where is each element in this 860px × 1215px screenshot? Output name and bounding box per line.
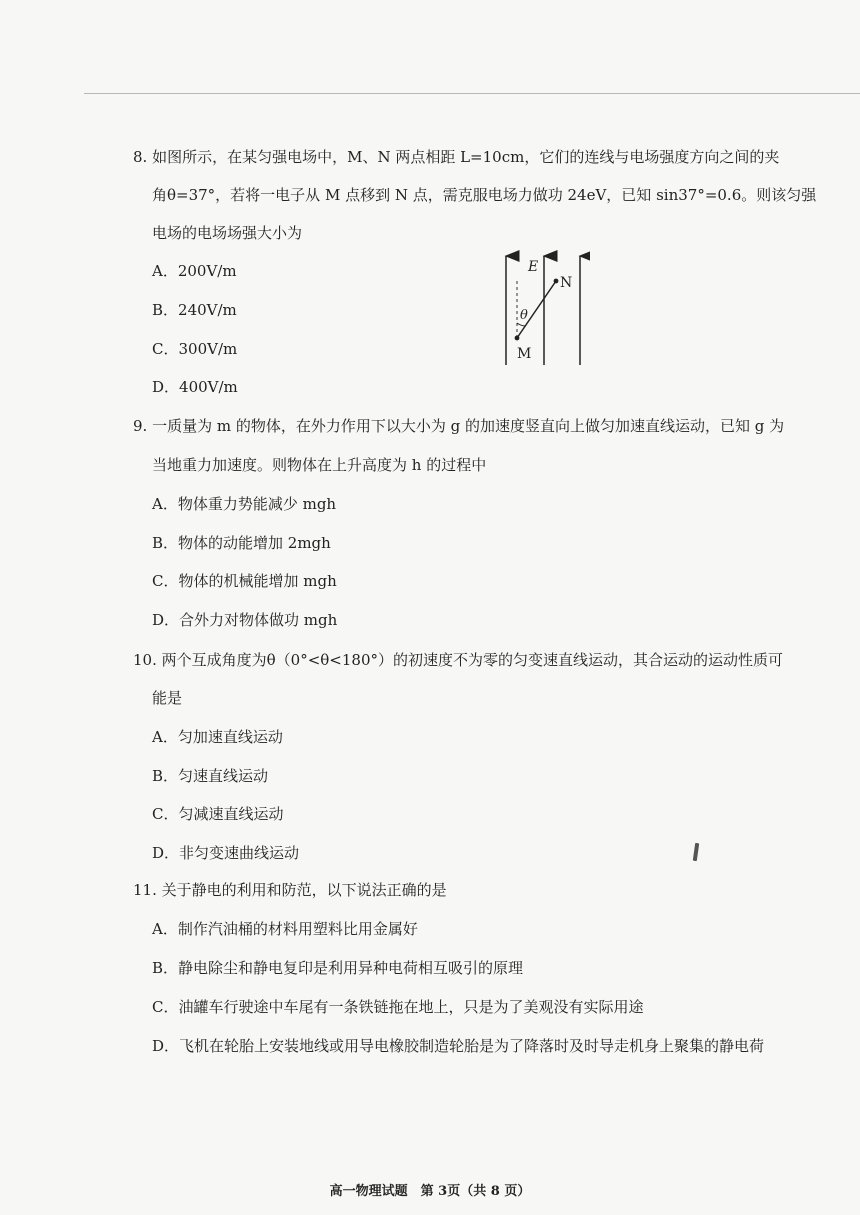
angle-theta-label: θ [520,308,528,323]
q8-option-d: D．400V/m [152,378,238,396]
page-footer: 高一物理试题 第 3页（共 8 页） [329,1184,531,1199]
header-rule [84,93,860,94]
electric-field-figure [490,250,590,370]
q11-option-c: C．油罐车行驶途中车尾有一条铁链拖在地上，只是为了美观没有实际用途 [152,998,644,1016]
q8-stem-line-3: 电场的电场场强大小为 [152,224,303,242]
q9-option-b: B．物体的动能增加 2mgh [152,534,331,552]
q8-option-a: A．200V/m [152,262,237,280]
scan-speck [693,843,699,861]
q9-option-c: C．物体的机械能增加 mgh [152,572,337,590]
point-m-dot [515,336,520,341]
q10-option-d: D．非匀变速曲线运动 [152,844,300,862]
angle-arc [517,323,525,326]
q10-stem-line-2: 能是 [152,689,183,707]
q9-stem-line-2: 当地重力加速度。则物体在上升高度为 h 的过程中 [152,456,487,474]
q8-option-c: C．300V/m [152,340,238,358]
q11-option-a: A．制作汽油桶的材料用塑料比用金属好 [152,920,418,938]
q9-option-d: D．合外力对物体做功 mgh [152,611,338,629]
field-label-e: E [528,259,539,275]
q10-option-b: B．匀速直线运动 [152,767,269,785]
q8-stem-line-2: 角θ=37°，若将一电子从 M 点移到 N 点，需克服电场力做功 24eV，已知 sin37°=0.6。则该匀强 [152,186,817,204]
point-n-label: N [560,275,573,291]
q11-option-d: D．飞机在轮胎上安装地线或用导电橡胶制造轮胎是为了降落时及时导走机身上聚集的静电荷 [152,1037,765,1055]
q9-stem-line-1: 9. 一质量为 m 的物体，在外力作用下以大小为 g 的加速度竖直向上做匀加速直线运动，已知 g 为 [133,417,785,435]
q10-stem-line-1: 10. 两个互成角度为θ（0°<θ<180°）的初速度不为零的匀变速直线运动，其合运动的运动性质可 [133,651,783,669]
q10-option-c: C．匀减速直线运动 [152,805,284,823]
point-m-label: M [517,346,532,362]
q10-option-a: A．匀加速直线运动 [152,728,283,746]
q8-stem-line-1: 8. 如图所示，在某匀强电场中，M、N 两点相距 L=10cm，它们的连线与电场强度方向之间的夹 [133,148,780,166]
q9-option-a: A．物体重力势能减少 mgh [152,495,337,513]
field-diagram-svg [490,250,590,370]
point-n-dot [554,279,559,284]
q8-option-b: B．240V/m [152,301,237,319]
q11-option-b: B．静电除尘和静电复印是利用异种电荷相互吸引的原理 [152,959,524,977]
q11-stem-line-1: 11. 关于静电的利用和防范，以下说法正确的是 [133,881,447,899]
